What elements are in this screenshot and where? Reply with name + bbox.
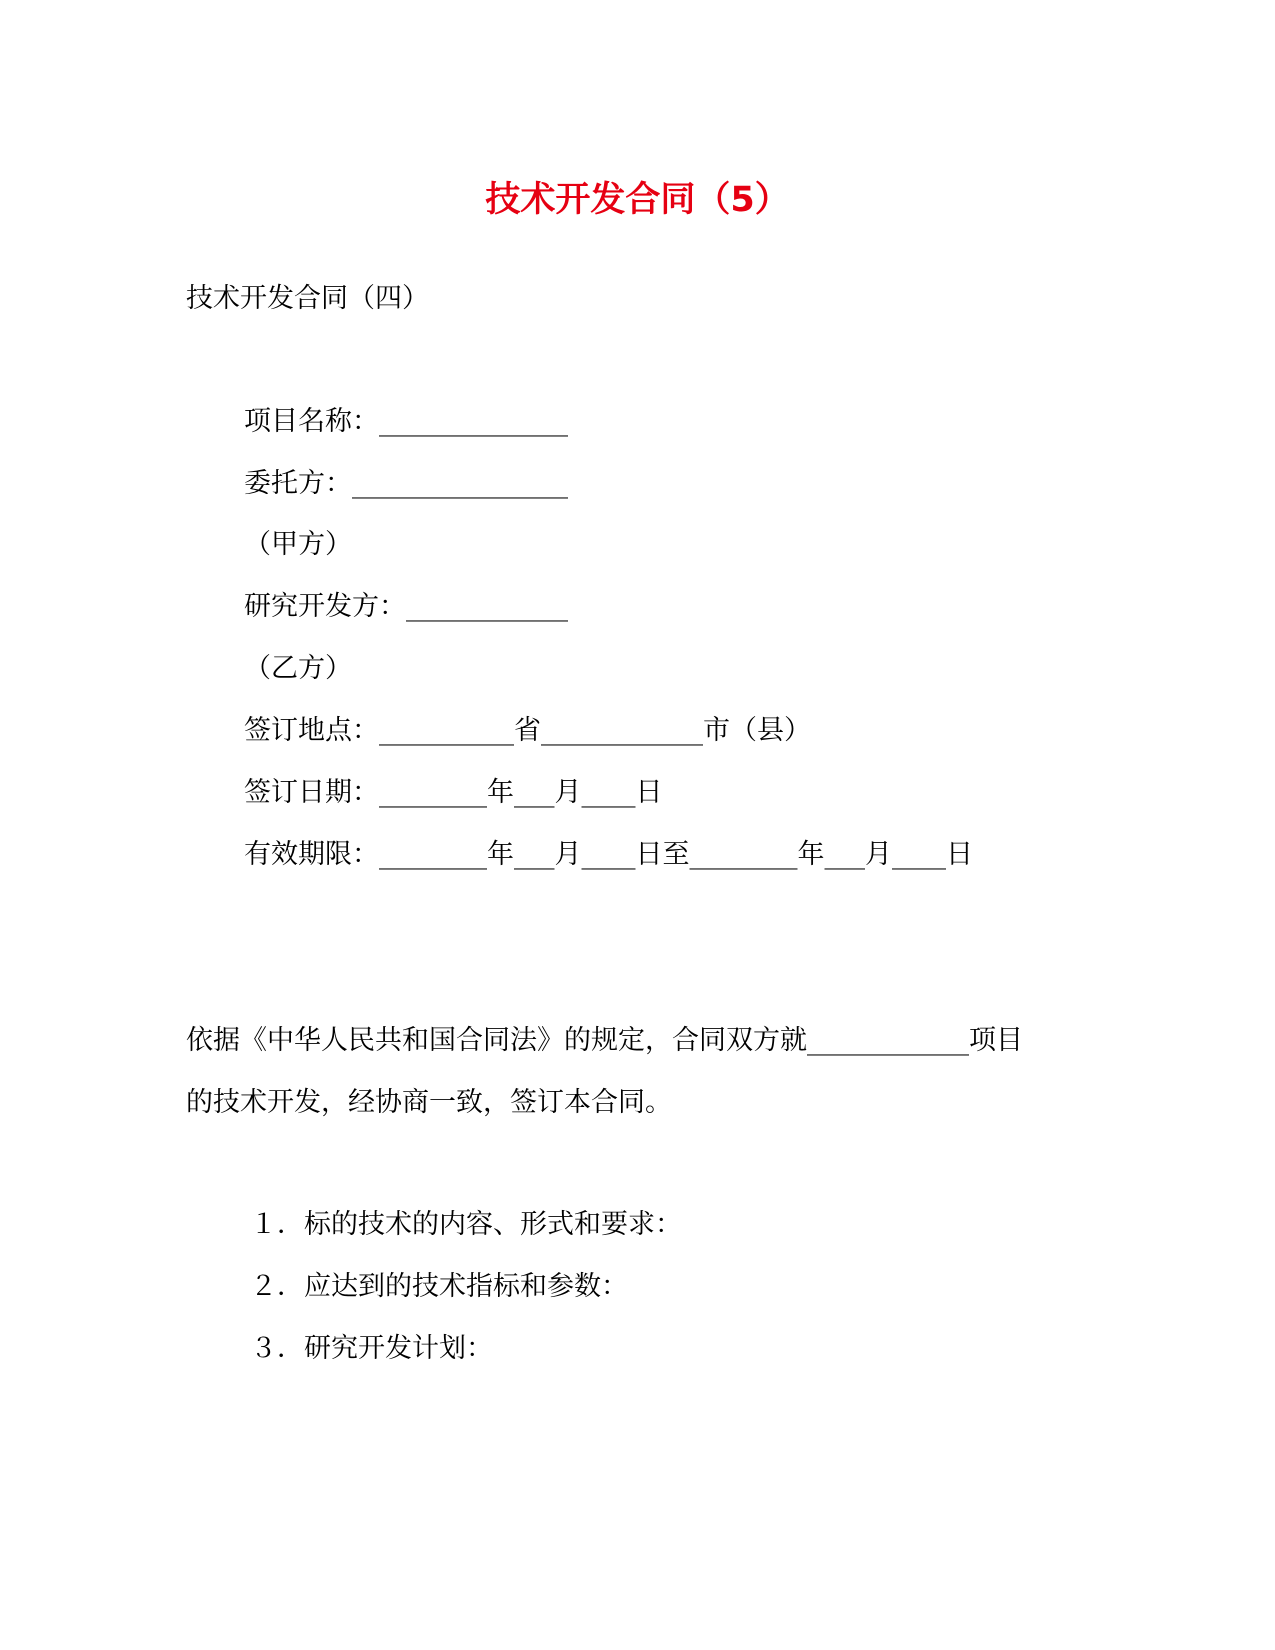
sign-date-field: 签订日期：________年___月____日 (244, 777, 663, 808)
valid-period-field: 有效期限：________年___月____日至________年___月____日 (244, 839, 973, 870)
project-name-field: 项目名称：______________ (244, 406, 568, 437)
list-item: ３．研究开发计划： (250, 1333, 493, 1364)
document-title: 技术开发合同（5） (485, 180, 790, 220)
developer-field: 研究开发方：____________ (244, 591, 568, 622)
list-item: ２．应达到的技术指标和参数： (250, 1271, 628, 1302)
party-a-label: （甲方） (244, 529, 352, 560)
contract-subtitle: 技术开发合同（四） (186, 283, 429, 314)
sign-place-field: 签订地点：__________省____________市（县） (244, 715, 811, 746)
client-field: 委托方：________________ (244, 468, 568, 499)
preamble-line-1: 依据《中华人民共和国合同法》的规定，合同双方就____________项目 (186, 1025, 1023, 1056)
party-b-label: （乙方） (244, 653, 352, 684)
preamble-line-2: 的技术开发，经协商一致，签订本合同。 (186, 1087, 672, 1118)
list-item: １．标的技术的内容、形式和要求： (250, 1209, 682, 1240)
